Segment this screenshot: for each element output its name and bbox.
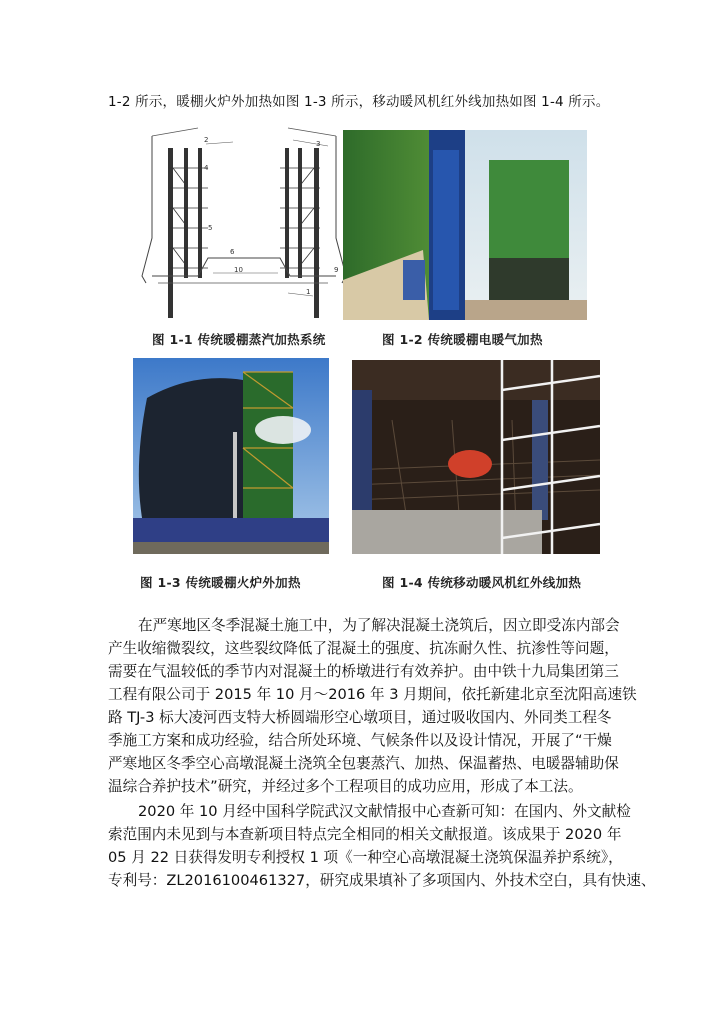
text-line: 05 月 22 日获得发明专利授权 1 项《一种空心高墩混凝土浇筑保温养护系统》， — [108, 849, 623, 866]
figure-1-1-caption: 图 1-1 传统暖棚蒸汽加热系统 — [152, 332, 326, 347]
intro-line: 1-2 所示，暖棚火炉外加热如图 1-3 所示，移动暖风机红外线加热如图 1-4 所示。 — [108, 94, 610, 110]
text-line: 路 TJ-3 标大凌河西支特大桥圆端形空心墩项目，通过吸收国内、外同类工程冬 — [108, 709, 612, 726]
figure-1-1-label: 5 — [208, 224, 213, 232]
text-line: 严寒地区冬季空心高墩混凝土浇筑全包裹蒸汽、加热、保温蓄热、电暖器辅助保 — [108, 755, 619, 772]
figure-1-1-label: 10 — [234, 266, 243, 274]
figure-1-1-drawing — [138, 118, 350, 318]
figure-1-1-label: 4 — [204, 164, 209, 172]
text-line: 索范围内未见到与本查新项目特点完全相同的相关文献报道。该成果于 2020 年 — [108, 826, 622, 843]
text-line: 产生收缩微裂纹，这些裂纹降低了混凝土的强度、抗冻耐久性、抗渗性等问题， — [108, 640, 619, 657]
text-line: 2020 年 10 月经中国科学院武汉文献情报中心查新可知：在国内、外文献检 — [138, 803, 631, 820]
figure-1-1-label: 9 — [334, 266, 339, 274]
figure-1-1-label: 2 — [204, 136, 209, 144]
body-paragraph-2 — [108, 800, 656, 892]
figure-1-1-label: 3 — [316, 140, 321, 148]
text-line: 专利号：ZL2016100461327，研究成果填补了多项国内、外技术空白，具有快速、 — [108, 872, 656, 889]
text-line: 需要在气温较低的季节内对混凝土的桥墩进行有效养护。由中铁十九局集团第三 — [108, 663, 619, 680]
figure-1-1-label: 1 — [306, 288, 311, 296]
figure-1-1-label: 6 — [230, 248, 235, 256]
text-line: 在严寒地区冬季混凝土施工中，为了解决混凝土浇筑后，因立即受冻内部会 — [138, 617, 620, 634]
figure-1-2-caption: 图 1-2 传统暖棚电暖气加热 — [382, 332, 543, 347]
figure-1-3-photo — [133, 358, 329, 554]
text-line: 温综合养护技术”研究，并经过多个工程项目的成功应用，形成了本工法。 — [108, 778, 583, 795]
figure-1-2-photo — [343, 130, 587, 320]
text-line: 工程有限公司于 2015 年 10 月～2016 年 3 月期间，依托新建北京至沈阳高速铁 — [108, 686, 637, 703]
text-line: 季施工方案和成功经验，结合所处环境、气候条件以及设计情况，开展了“干燥 — [108, 732, 612, 749]
figure-1-3-caption: 图 1-3 传统暖棚火炉外加热 — [140, 575, 301, 590]
figure-1-4-caption: 图 1-4 传统移动暖风机红外线加热 — [382, 575, 582, 590]
body-paragraph-1 — [108, 614, 637, 798]
figure-1-4-photo — [352, 360, 600, 554]
